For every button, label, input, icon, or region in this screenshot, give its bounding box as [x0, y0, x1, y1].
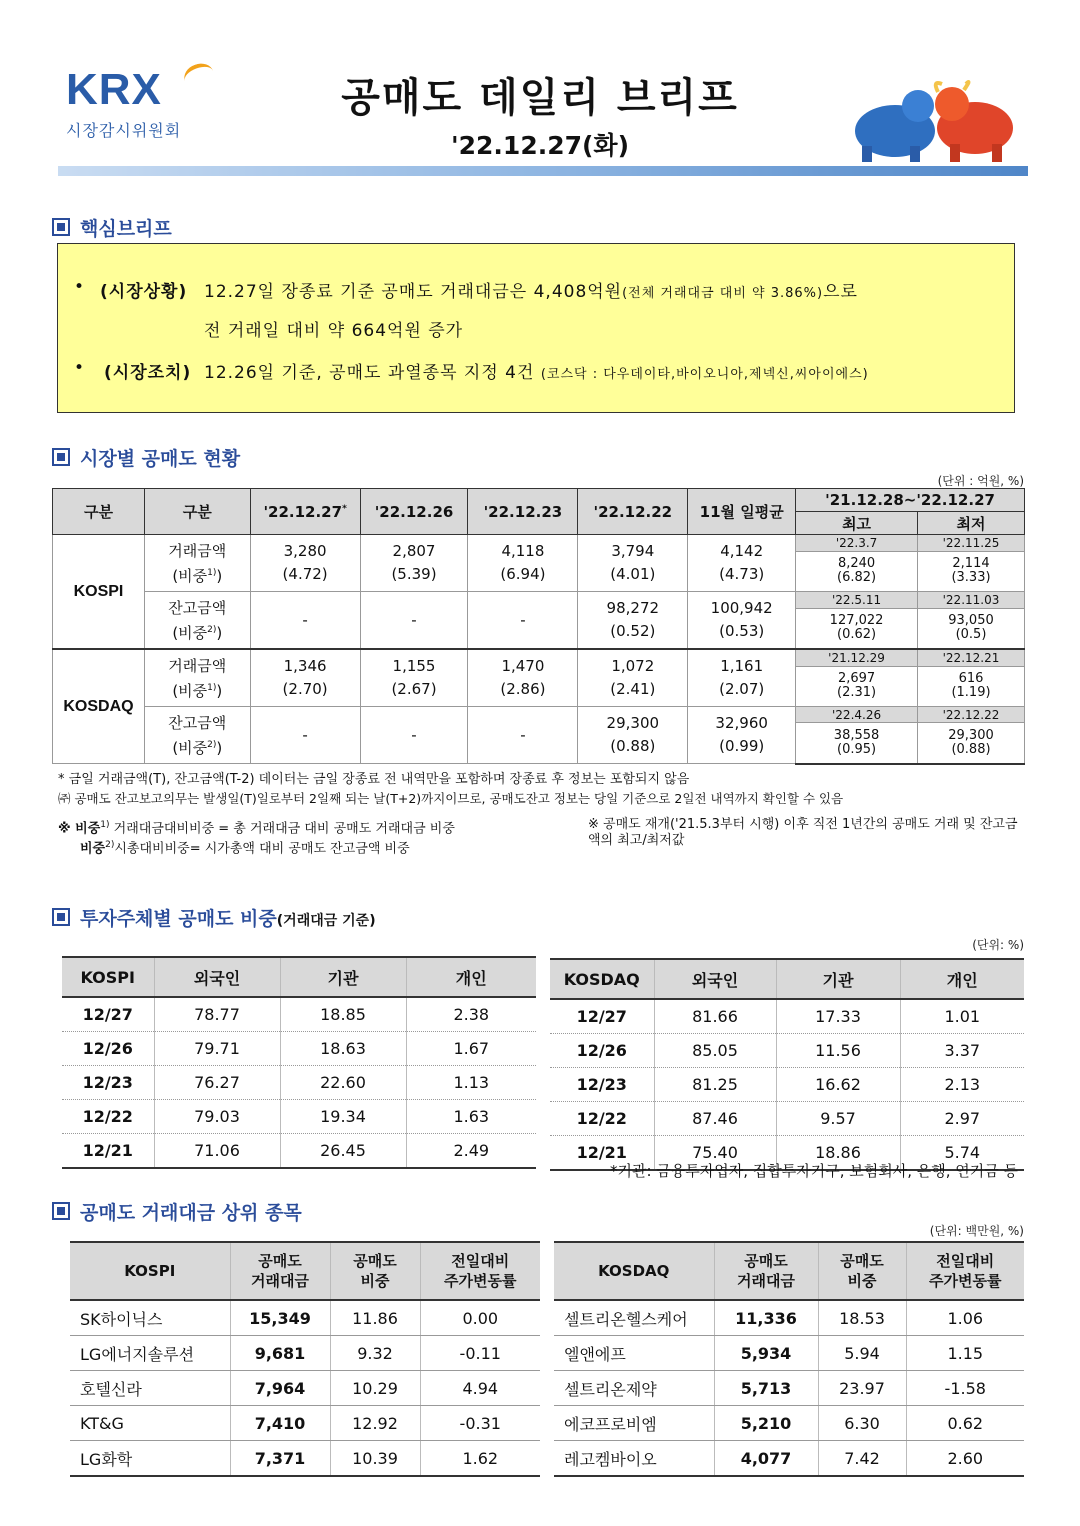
min-amount: 93,050	[948, 613, 994, 629]
value-cell	[360, 535, 468, 592]
ratio-text: (비중	[172, 738, 208, 757]
stock-name: LG화학	[70, 1441, 230, 1477]
col-header-min: 최저	[918, 512, 1025, 535]
market-note-3: ※ 비중$^{1)}$ 거래대금대비비중 = 총 거래대금 대비 공매도 거래대금 비중 비중$^{2)}$시총대비비중= 시가총액 대비 공매도 잔고금액 비중	[58, 820, 455, 857]
logo-subtitle: 시장감시위원회	[66, 121, 182, 140]
col-header: 구분	[144, 489, 250, 535]
market-table-body	[53, 535, 1025, 764]
col-header: 개인	[406, 957, 536, 997]
ratio-sup: 1)	[207, 682, 217, 693]
ratio: (0.53)	[719, 622, 765, 640]
investor-note: *기관: 금융투자업자, 집합투자기구, 보험회사, 은행, 연기금 등	[610, 1162, 1018, 1180]
ratio: (2.67)	[391, 680, 437, 698]
col-header: 외국인	[154, 957, 280, 997]
min-ratio: (1.19)	[951, 685, 991, 701]
section-heading-top: 공매도 거래대금 상위 종목	[52, 1198, 302, 1225]
value-cell: 79.03	[154, 1100, 280, 1134]
metric-ratio-label	[145, 562, 250, 587]
value-cell: 1.01	[900, 999, 1024, 1034]
value: -	[411, 725, 417, 744]
square-bullet-icon	[52, 908, 70, 926]
metric-label	[144, 592, 250, 650]
ratio-close: )	[216, 623, 223, 642]
table-row	[70, 1441, 540, 1477]
value-cell: 3.37	[900, 1034, 1024, 1068]
col-header-date: '22.12.27*	[250, 489, 360, 535]
value-cell: 22.60	[280, 1066, 406, 1100]
ratio: (4.01)	[610, 565, 656, 583]
value-cell: 71.06	[154, 1134, 280, 1169]
market-note-1: * 금일 거래금액(T), 잔고금액(T-2) 데이터는 금일 장종료 전 내역만을 포함하며 장종료 후 정보는 포함되지 않음	[58, 772, 690, 787]
value-cell	[578, 535, 688, 592]
metric-ratio-label	[145, 734, 250, 759]
metric-ratio-label	[145, 677, 250, 702]
section-heading-investor: 투자주체별 공매도 비중(거래대금 기준)	[52, 904, 376, 931]
section-heading-brief: 핵심브리프	[52, 214, 172, 241]
col-header: 기관	[280, 957, 406, 997]
table-row	[62, 1100, 536, 1134]
min-amount: 29,300	[948, 727, 994, 743]
value-cell: 78.77	[154, 997, 280, 1032]
value-cell: -0.11	[420, 1336, 540, 1371]
table-row	[554, 1336, 1024, 1371]
value: 4,118	[501, 542, 545, 560]
investor-table-kospi	[62, 956, 536, 1169]
value-cell: 85.05	[654, 1034, 776, 1068]
col-header-date: '22.12.22	[578, 489, 688, 535]
value-cell: 2.49	[406, 1134, 536, 1169]
value: 1,155	[392, 657, 436, 675]
date-cell: 12/21	[62, 1134, 154, 1169]
value: 1,161	[720, 657, 764, 675]
max-date: '22.5.11	[796, 592, 918, 609]
value: -	[520, 610, 526, 629]
table-row	[554, 1441, 1024, 1477]
value-cell: 26.45	[280, 1134, 406, 1169]
ratio: (0.88)	[610, 737, 656, 755]
value-cell: 1.13	[406, 1066, 536, 1100]
value-cell: 5,934	[714, 1336, 818, 1371]
max-date: '22.4.26	[796, 707, 918, 723]
value-cell: 76.27	[154, 1066, 280, 1100]
value-cell	[578, 592, 688, 650]
table-row	[550, 1102, 1024, 1136]
value: 4,142	[720, 542, 764, 560]
brief-label-measure: (시장조치)	[104, 363, 192, 383]
col-header-date: '22.12.23	[468, 489, 578, 535]
header-line: 공매도	[258, 1252, 302, 1270]
stock-name: LG에너지솔루션	[70, 1336, 230, 1371]
value: 1,072	[611, 657, 655, 675]
min-amount: 616	[958, 671, 984, 687]
stock-name: 호텔신라	[70, 1371, 230, 1406]
value-cell	[250, 535, 360, 592]
value-cell	[688, 535, 796, 592]
ratio: (0.99)	[719, 737, 765, 755]
value-cell	[688, 592, 796, 650]
value-cell: 1.63	[406, 1100, 536, 1134]
ratio-text: (비중	[172, 681, 208, 700]
value-cell	[688, 649, 796, 707]
col-header	[330, 1242, 420, 1300]
value-cell	[578, 707, 688, 764]
bull-bear-mascot-illustration	[840, 76, 1030, 166]
metric-name: 잔고금액	[168, 713, 227, 732]
metric-name: 거래금액	[168, 541, 227, 560]
market-note-4: ※ 공매도 재개('21.5.3부터 시행) 이후 직전 1년간의 공매도 거래 및 잔고금액의 최고/최저값	[588, 817, 1018, 848]
max-value	[796, 723, 918, 764]
ratio-text: (비중	[172, 623, 208, 642]
min-ratio: (0.88)	[951, 741, 991, 757]
ratio-sup: 1)	[207, 567, 217, 578]
brief-text-market: 12.27일 장종료 기준 공매도 거래대금은 4,408억원(전체 거래대금 대비 약 3.86%)으로	[204, 282, 858, 302]
value-cell: 1.67	[406, 1032, 536, 1066]
value: 98,272	[606, 599, 660, 617]
brief-text-measure: 12.26일 기준, 공매도 과열종목 지정 4건 (코스닥 : 다우데이타,바이오니아,제넥신,씨아이에스)	[204, 363, 869, 383]
value-cell: 23.97	[818, 1371, 906, 1406]
ratio-close: )	[216, 681, 223, 700]
value-cell	[360, 592, 468, 650]
value-cell: -0.31	[420, 1406, 540, 1441]
value-cell: -1.58	[906, 1371, 1024, 1406]
value-cell: 2.60	[906, 1441, 1024, 1477]
date-cell: 12/23	[550, 1068, 654, 1102]
value-cell: 0.00	[420, 1300, 540, 1336]
metric-label	[144, 649, 250, 707]
ratio-close: )	[216, 738, 223, 757]
metric-ratio-label	[145, 619, 250, 644]
table-row	[53, 535, 1025, 552]
col-header: 기관	[776, 959, 900, 999]
value-cell: 7,371	[230, 1441, 330, 1477]
header-line: 주가변동률	[929, 1272, 1002, 1290]
min-value	[918, 723, 1025, 764]
ratio-close: )	[216, 566, 223, 585]
col-header-market: KOSPI	[70, 1242, 230, 1300]
metric-label	[144, 535, 250, 592]
value-cell: 19.34	[280, 1100, 406, 1134]
value-cell: 2.38	[406, 997, 536, 1032]
min-ratio: (3.33)	[951, 570, 991, 586]
brief-text-market-line2: 전 거래일 대비 약 664억원 증가	[204, 321, 464, 341]
max-ratio: (6.82)	[837, 570, 877, 586]
market-name: KOSDAQ	[53, 649, 145, 764]
value: 1,346	[283, 657, 327, 675]
value: 100,942	[710, 599, 773, 617]
square-bullet-icon	[52, 1202, 70, 1220]
ratio: (4.72)	[282, 565, 328, 583]
max-amount: 127,022	[829, 613, 884, 629]
table-row	[62, 997, 536, 1032]
value-cell: 2.97	[900, 1102, 1024, 1136]
value-cell: 7,410	[230, 1406, 330, 1441]
col-header: 구분	[53, 489, 145, 535]
table-row	[70, 1336, 540, 1371]
stock-name: KT&G	[70, 1406, 230, 1441]
table-row	[53, 649, 1025, 666]
header-divider	[58, 166, 1028, 176]
value-cell	[578, 649, 688, 707]
value-cell: 9.57	[776, 1102, 900, 1136]
value-cell	[360, 649, 468, 707]
max-amount: 8,240	[837, 556, 876, 572]
table-row	[62, 1032, 536, 1066]
date-cell: 12/22	[550, 1102, 654, 1136]
value-cell: 4,077	[714, 1441, 818, 1477]
investor-table-kosdaq	[550, 958, 1024, 1171]
table-row	[550, 999, 1024, 1034]
col-header-range: '21.12.28~'22.12.27	[796, 489, 1025, 512]
col-header-max: 최고	[796, 512, 918, 535]
section-heading-market: 시장별 공매도 현황	[52, 444, 240, 471]
value-cell	[250, 707, 360, 764]
value: 2,807	[392, 542, 436, 560]
value-cell: 87.46	[654, 1102, 776, 1136]
date-cell: 12/27	[62, 997, 154, 1032]
col-header	[714, 1242, 818, 1300]
value-cell: 17.33	[776, 999, 900, 1034]
value-cell	[468, 649, 578, 707]
unit-label: (단위: %)	[972, 938, 1024, 952]
metric-name: 잔고금액	[168, 598, 227, 617]
stock-name: 엘앤에프	[554, 1336, 714, 1371]
value: -	[302, 610, 308, 629]
ratio-text: (비중	[172, 566, 208, 585]
stock-name: SK하이닉스	[70, 1300, 230, 1336]
unit-label: (단위 : 억원, %)	[937, 474, 1024, 488]
table-row	[554, 1406, 1024, 1441]
min-value	[918, 608, 1025, 649]
max-ratio: (0.62)	[837, 627, 877, 643]
value-cell: 10.39	[330, 1441, 420, 1477]
date-cell: 12/22	[62, 1100, 154, 1134]
max-date: '22.3.7	[796, 535, 918, 552]
ratio: (5.39)	[391, 565, 437, 583]
max-value	[796, 551, 918, 591]
market-note-2: ㈜ 공매도 잔고보고의무는 발생일(T)일로부터 2일째 되는 날(T+2)까지이므로, 공매도잔고 정보는 당일 기준으로 2일전 내역까지 확인할 수 있음	[58, 791, 844, 806]
col-header	[230, 1242, 330, 1300]
top-table-kospi	[70, 1241, 540, 1477]
bullet-icon: •	[74, 277, 86, 297]
value-cell: 81.66	[654, 999, 776, 1034]
square-bullet-icon	[52, 218, 70, 236]
market-name: KOSPI	[53, 535, 145, 650]
top-table-kosdaq	[554, 1241, 1024, 1477]
ratio-sup: 2)	[207, 739, 217, 750]
logo-text: KRX	[66, 65, 162, 114]
min-value	[918, 666, 1025, 706]
value-cell: 18.85	[280, 997, 406, 1032]
stock-name: 셀트리온헬스케어	[554, 1300, 714, 1336]
value: 1,470	[501, 657, 545, 675]
max-ratio: (0.95)	[837, 741, 877, 757]
table-row	[554, 1300, 1024, 1336]
max-ratio: (2.31)	[837, 685, 877, 701]
min-value	[918, 551, 1025, 591]
header-line: 공매도	[840, 1252, 884, 1270]
value-cell: 9,681	[230, 1336, 330, 1371]
value-cell: 9.32	[330, 1336, 420, 1371]
value-cell: 12.92	[330, 1406, 420, 1441]
stock-name: 레고켐바이오	[554, 1441, 714, 1477]
value-cell: 11.86	[330, 1300, 420, 1336]
value-cell: 0.62	[906, 1406, 1024, 1441]
col-header	[906, 1242, 1024, 1300]
value-cell	[250, 649, 360, 707]
value-cell: 11.56	[776, 1034, 900, 1068]
value-cell: 6.30	[818, 1406, 906, 1441]
value-cell: 5,713	[714, 1371, 818, 1406]
table-row	[70, 1406, 540, 1441]
col-header-avg: 11월 일평균	[688, 489, 796, 535]
max-amount: 38,558	[833, 727, 880, 743]
max-value	[796, 608, 918, 649]
header-line: 주가변동률	[444, 1272, 517, 1290]
value-cell: 5,210	[714, 1406, 818, 1441]
header-line: 거래대금	[737, 1272, 795, 1290]
table-row	[62, 1134, 536, 1169]
ratio: (2.70)	[282, 680, 328, 698]
core-brief-box	[57, 243, 1015, 413]
ratio: (4.73)	[719, 565, 765, 583]
ratio: (6.94)	[500, 565, 546, 583]
col-header: KOSDAQ	[550, 959, 654, 999]
page-title: 공매도 데일리 브리프	[341, 75, 739, 121]
table-row	[554, 1371, 1024, 1406]
date-cell: 12/27	[550, 999, 654, 1034]
min-ratio: (0.5)	[955, 627, 987, 643]
min-date: '22.12.21	[918, 649, 1025, 666]
table-row	[70, 1300, 540, 1336]
value-cell: 75.40	[654, 1136, 776, 1171]
value-cell: 10.29	[330, 1371, 420, 1406]
min-date: '22.12.22	[918, 707, 1025, 723]
value-cell: 5.74	[900, 1136, 1024, 1171]
table-row	[53, 707, 1025, 723]
col-header-market: KOSDAQ	[554, 1242, 714, 1300]
date-cell: 12/26	[550, 1034, 654, 1068]
value-cell: 5.94	[818, 1336, 906, 1371]
value-cell: 18.86	[776, 1136, 900, 1171]
square-bullet-icon	[52, 448, 70, 466]
value-cell: 18.53	[818, 1300, 906, 1336]
max-date: '21.12.29	[796, 649, 918, 666]
stock-name: 셀트리온제약	[554, 1371, 714, 1406]
col-header: 개인	[900, 959, 1024, 999]
value-cell	[468, 592, 578, 650]
value: 3,794	[611, 542, 655, 560]
header-line: 비중	[847, 1272, 877, 1290]
min-date: '22.11.03	[918, 592, 1025, 609]
ratio: (2.41)	[610, 680, 656, 698]
value-cell: 7.42	[818, 1441, 906, 1477]
value-cell: 7,964	[230, 1371, 330, 1406]
ratio-sup: 2)	[207, 624, 217, 635]
header-line: 공매도	[353, 1252, 397, 1270]
table-row	[53, 592, 1025, 609]
value-cell	[468, 535, 578, 592]
value: 32,960	[715, 714, 768, 732]
min-date: '22.11.25	[918, 535, 1025, 552]
col-header	[420, 1242, 540, 1300]
value-cell: 18.63	[280, 1032, 406, 1066]
unit-label: (단위: 백만원, %)	[929, 1224, 1024, 1238]
value-cell: 1.06	[906, 1300, 1024, 1336]
value-cell	[360, 707, 468, 764]
ratio: (2.07)	[719, 680, 765, 698]
brief-label-market: (시장상황)	[100, 282, 188, 302]
col-header: KOSPI	[62, 957, 154, 997]
value-cell: 1.15	[906, 1336, 1024, 1371]
value-cell: 15,349	[230, 1300, 330, 1336]
date-cell: 12/23	[62, 1066, 154, 1100]
ratio: (0.52)	[610, 622, 656, 640]
market-short-selling-table	[52, 488, 1025, 765]
value-cell: 81.25	[654, 1068, 776, 1102]
header-line: 공매도	[744, 1252, 788, 1270]
header-line: 전일대비	[936, 1252, 995, 1270]
date-cell: 12/26	[62, 1032, 154, 1066]
max-amount: 2,697	[837, 671, 876, 687]
metric-label	[144, 707, 250, 764]
header-line: 비중	[360, 1272, 390, 1290]
header-line: 전일대비	[451, 1252, 510, 1270]
report-date: '22.12.27(화)	[450, 131, 630, 160]
value: -	[302, 725, 308, 744]
stock-name: 에코프로비엠	[554, 1406, 714, 1441]
date-cell: 12/21	[550, 1136, 654, 1171]
value: -	[520, 725, 526, 744]
value-cell	[250, 592, 360, 650]
value-cell: 79.71	[154, 1032, 280, 1066]
value-cell: 4.94	[420, 1371, 540, 1406]
header-line: 거래대금	[251, 1272, 309, 1290]
metric-name: 거래금액	[168, 656, 227, 675]
value-cell	[688, 707, 796, 764]
value-cell: 16.62	[776, 1068, 900, 1102]
value: 29,300	[606, 714, 660, 732]
value: -	[411, 610, 417, 629]
table-row	[70, 1371, 540, 1406]
ratio: (2.86)	[500, 680, 546, 698]
table-row	[550, 1068, 1024, 1102]
table-row	[62, 1066, 536, 1100]
min-amount: 2,114	[952, 556, 990, 572]
col-header-date: '22.12.26	[360, 489, 468, 535]
bullet-icon: •	[74, 358, 86, 378]
max-value	[796, 666, 918, 706]
value: 3,280	[283, 542, 327, 560]
col-header	[818, 1242, 906, 1300]
value-cell: 1.62	[420, 1441, 540, 1477]
col-header: 외국인	[654, 959, 776, 999]
value-cell: 11,336	[714, 1300, 818, 1336]
value-cell: 2.13	[900, 1068, 1024, 1102]
value-cell	[468, 707, 578, 764]
table-row	[550, 1034, 1024, 1068]
